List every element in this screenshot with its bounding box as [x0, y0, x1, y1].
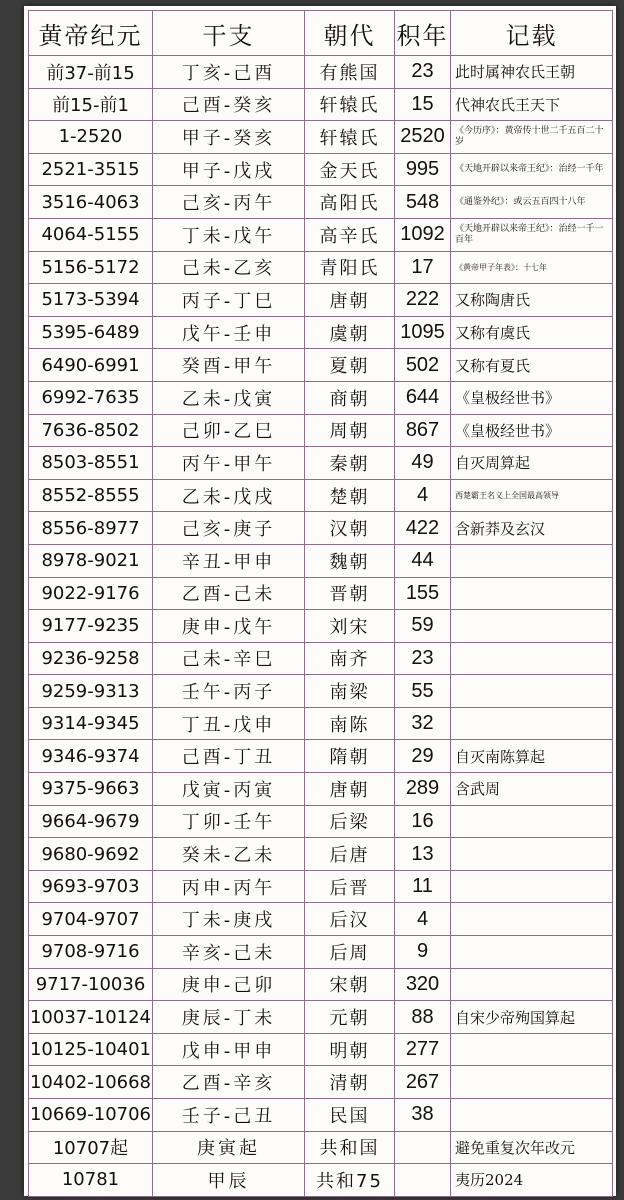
- era-cell: 9177-9235: [29, 610, 153, 643]
- dynasty-cell: 南齐: [305, 642, 395, 675]
- record-cell: [451, 707, 613, 740]
- record-cell: [451, 1033, 613, 1066]
- ganzhi-cell: 丁未-戊午: [153, 218, 305, 251]
- era-cell: 8556-8977: [29, 512, 153, 545]
- era-cell: 10402-10668: [29, 1066, 153, 1099]
- table-row: [29, 1033, 613, 1066]
- table-row: [29, 186, 613, 219]
- record-cell: 此时属神农氏王朝: [451, 56, 613, 89]
- dynasty-cell: 明朝: [305, 1033, 395, 1066]
- ganzhi-cell: 甲子-癸亥: [153, 121, 305, 154]
- dynasty-cell: 周朝: [305, 414, 395, 447]
- record-cell: 自灭周算起: [451, 447, 613, 480]
- era-cell: 9314-9345: [29, 707, 153, 740]
- ganzhi-cell: 己未-辛巳: [153, 642, 305, 675]
- table-row: [29, 1001, 613, 1034]
- table-row: [29, 1099, 613, 1132]
- record-cell: 又称有虞氏: [451, 316, 613, 349]
- years-cell: 23: [395, 642, 451, 675]
- dynasty-cell: 后唐: [305, 838, 395, 871]
- dynasty-cell: 金天氏: [305, 153, 395, 186]
- ganzhi-cell: 己亥-庚子: [153, 512, 305, 545]
- record-cell: [451, 577, 613, 610]
- record-cell: 《今历序》：黄帝传十世二千五百二十岁: [451, 121, 613, 154]
- dynasty-cell: 青阳氏: [305, 251, 395, 284]
- table-row: [29, 936, 613, 969]
- table-row: [29, 642, 613, 675]
- record-cell: 自灭南陈算起: [451, 740, 613, 773]
- table-row: [29, 414, 613, 447]
- ganzhi-cell: 癸酉-甲午: [153, 349, 305, 382]
- record-cell: 代神农氏王天下: [451, 88, 613, 121]
- years-cell: 29: [395, 740, 451, 773]
- era-cell: 10037-10124: [29, 1001, 153, 1034]
- ganzhi-cell: 壬子-己丑: [153, 1099, 305, 1132]
- ganzhi-cell: 癸未-乙未: [153, 838, 305, 871]
- record-cell: 自宋少帝殉国算起: [451, 1001, 613, 1034]
- table-row: [29, 577, 613, 610]
- dynasty-cell: 共和国: [305, 1131, 395, 1164]
- era-cell: 5156-5172: [29, 251, 153, 284]
- table-row: [29, 251, 613, 284]
- era-cell: 1-2520: [29, 121, 153, 154]
- era-cell: 前37-前15: [29, 56, 153, 89]
- table-row: [29, 381, 613, 414]
- dynasty-cell: 虞朝: [305, 316, 395, 349]
- years-cell: [395, 1131, 451, 1164]
- years-cell: 59: [395, 610, 451, 643]
- dynasty-cell: 后汉: [305, 903, 395, 936]
- years-cell: 267: [395, 1066, 451, 1099]
- era-cell: 10707起: [29, 1131, 153, 1164]
- years-cell: 38: [395, 1099, 451, 1132]
- record-cell: [451, 903, 613, 936]
- ganzhi-cell: 乙未-戊寅: [153, 381, 305, 414]
- dynasty-cell: 轩辕氏: [305, 121, 395, 154]
- ganzhi-cell: 甲辰: [153, 1164, 305, 1197]
- years-cell: 289: [395, 773, 451, 806]
- ganzhi-cell: 乙未-戊戌: [153, 479, 305, 512]
- record-cell: [451, 838, 613, 871]
- era-cell: 9680-9692: [29, 838, 153, 871]
- years-cell: 17: [395, 251, 451, 284]
- dynasty-cell: 汉朝: [305, 512, 395, 545]
- years-cell: 32: [395, 707, 451, 740]
- table-row: [29, 870, 613, 903]
- record-cell: 《皇极经世书》: [451, 414, 613, 447]
- years-cell: 277: [395, 1033, 451, 1066]
- era-cell: 8552-8555: [29, 479, 153, 512]
- record-cell: 《黄帝甲子年表》：十七年: [451, 251, 613, 284]
- years-cell: 11: [395, 870, 451, 903]
- years-cell: 16: [395, 805, 451, 838]
- dynasty-cell: 后周: [305, 936, 395, 969]
- ganzhi-cell: 乙酉-辛亥: [153, 1066, 305, 1099]
- era-cell: 5173-5394: [29, 284, 153, 317]
- years-cell: 4: [395, 903, 451, 936]
- years-cell: 644: [395, 381, 451, 414]
- years-cell: 320: [395, 968, 451, 1001]
- dynasty-cell: 元朝: [305, 1001, 395, 1034]
- record-cell: [451, 968, 613, 1001]
- ganzhi-cell: 戊午-壬申: [153, 316, 305, 349]
- years-cell: 2520: [395, 121, 451, 154]
- years-cell: 88: [395, 1001, 451, 1034]
- record-cell: 《天地开辟以来帝王纪》：治经一千一百年: [451, 218, 613, 251]
- years-cell: 49: [395, 447, 451, 480]
- table-row: [29, 1164, 613, 1197]
- ganzhi-cell: 丙申-丙午: [153, 870, 305, 903]
- years-cell: 502: [395, 349, 451, 382]
- table-row: [29, 316, 613, 349]
- table-row: [29, 544, 613, 577]
- table-row: [29, 1066, 613, 1099]
- era-cell: 9717-10036: [29, 968, 153, 1001]
- ganzhi-cell: 庚申-己卯: [153, 968, 305, 1001]
- years-cell: 155: [395, 577, 451, 610]
- record-cell: 含武周: [451, 773, 613, 806]
- dynasty-cell: 魏朝: [305, 544, 395, 577]
- table-row: [29, 610, 613, 643]
- record-cell: [451, 675, 613, 708]
- ganzhi-cell: 壬午-丙子: [153, 675, 305, 708]
- dynasty-cell: 晋朝: [305, 577, 395, 610]
- years-cell: 1095: [395, 316, 451, 349]
- record-cell: [451, 870, 613, 903]
- ganzhi-cell: 己酉-丁丑: [153, 740, 305, 773]
- table-row: [29, 773, 613, 806]
- dynasty-cell: 民国: [305, 1099, 395, 1132]
- header-row: [29, 11, 613, 56]
- era-cell: 9375-9663: [29, 773, 153, 806]
- ganzhi-cell: 丙子-丁巳: [153, 284, 305, 317]
- era-cell: 10669-10706: [29, 1099, 153, 1132]
- dynasty-cell: 轩辕氏: [305, 88, 395, 121]
- header-ganzhi: 干支: [153, 11, 305, 56]
- ganzhi-cell: 己酉-癸亥: [153, 88, 305, 121]
- table-row: [29, 838, 613, 871]
- record-cell: [451, 1066, 613, 1099]
- era-cell: 8978-9021: [29, 544, 153, 577]
- dynasty-cell: 秦朝: [305, 447, 395, 480]
- era-cell: 7636-8502: [29, 414, 153, 447]
- record-cell: 避免重复次年改元: [451, 1131, 613, 1164]
- era-cell: 9346-9374: [29, 740, 153, 773]
- years-cell: 13: [395, 838, 451, 871]
- dynasty-chronology-table: [28, 10, 613, 1197]
- record-cell: [451, 936, 613, 969]
- table-row: [29, 968, 613, 1001]
- dynasty-cell: 刘宋: [305, 610, 395, 643]
- years-cell: 15: [395, 88, 451, 121]
- table-row: [29, 740, 613, 773]
- dynasty-cell: 隋朝: [305, 740, 395, 773]
- table-body: [29, 56, 613, 1197]
- table-row: [29, 1131, 613, 1164]
- era-cell: 9693-9703: [29, 870, 153, 903]
- dynasty-cell: 高阳氏: [305, 186, 395, 219]
- ganzhi-cell: 甲子-戊戌: [153, 153, 305, 186]
- years-cell: 222: [395, 284, 451, 317]
- dynasty-cell: 唐朝: [305, 284, 395, 317]
- table-row: [29, 218, 613, 251]
- record-cell: 西楚霸王名义上全国最高领导: [451, 479, 613, 512]
- era-cell: 10781: [29, 1164, 153, 1197]
- dynasty-cell: 宋朝: [305, 968, 395, 1001]
- ganzhi-cell: 戊寅-丙寅: [153, 773, 305, 806]
- era-cell: 2521-3515: [29, 153, 153, 186]
- years-cell: 1092: [395, 218, 451, 251]
- dynasty-cell: 有熊国: [305, 56, 395, 89]
- years-cell: 422: [395, 512, 451, 545]
- table-row: [29, 805, 613, 838]
- table-row: [29, 675, 613, 708]
- era-cell: 10125-10401: [29, 1033, 153, 1066]
- record-cell: 含新莽及玄汉: [451, 512, 613, 545]
- ganzhi-cell: 庚寅起: [153, 1131, 305, 1164]
- years-cell: 44: [395, 544, 451, 577]
- ganzhi-cell: 庚申-戊午: [153, 610, 305, 643]
- era-cell: 前15-前1: [29, 88, 153, 121]
- dynasty-cell: 共和75: [305, 1164, 395, 1197]
- dynasty-cell: 后梁: [305, 805, 395, 838]
- record-cell: [451, 1099, 613, 1132]
- ganzhi-cell: 庚辰-丁未: [153, 1001, 305, 1034]
- table-row: [29, 512, 613, 545]
- table-row: [29, 153, 613, 186]
- era-cell: 6490-6991: [29, 349, 153, 382]
- era-cell: 8503-8551: [29, 447, 153, 480]
- header-dynasty: 朝代: [305, 11, 395, 56]
- years-cell: 9: [395, 936, 451, 969]
- ganzhi-cell: 丁丑-戊申: [153, 707, 305, 740]
- ganzhi-cell: 己卯-乙巳: [153, 414, 305, 447]
- dynasty-cell: 唐朝: [305, 773, 395, 806]
- table-row: [29, 447, 613, 480]
- dynasty-cell: 南梁: [305, 675, 395, 708]
- years-cell: [395, 1164, 451, 1197]
- table-row: [29, 903, 613, 936]
- ganzhi-cell: 戊申-甲申: [153, 1033, 305, 1066]
- ganzhi-cell: 丁亥-己酉: [153, 56, 305, 89]
- era-cell: 9704-9707: [29, 903, 153, 936]
- dynasty-cell: 南陈: [305, 707, 395, 740]
- era-cell: 5395-6489: [29, 316, 153, 349]
- dynasty-cell: 高辛氏: [305, 218, 395, 251]
- era-cell: 9259-9313: [29, 675, 153, 708]
- table-row: [29, 707, 613, 740]
- record-cell: 《通鉴外纪》：或云五百四十八年: [451, 186, 613, 219]
- era-cell: 9664-9679: [29, 805, 153, 838]
- dynasty-cell: 商朝: [305, 381, 395, 414]
- era-cell: 4064-5155: [29, 218, 153, 251]
- era-cell: 9708-9716: [29, 936, 153, 969]
- dynasty-table-sheet: [24, 6, 616, 1196]
- ganzhi-cell: 己亥-丙午: [153, 186, 305, 219]
- ganzhi-cell: 丁卯-壬午: [153, 805, 305, 838]
- record-cell: [451, 610, 613, 643]
- years-cell: 548: [395, 186, 451, 219]
- record-cell: 又称陶唐氏: [451, 284, 613, 317]
- record-cell: 《皇极经世书》: [451, 381, 613, 414]
- era-cell: 9236-9258: [29, 642, 153, 675]
- years-cell: 55: [395, 675, 451, 708]
- record-cell: 《天地开辟以来帝王纪》：治经一千年: [451, 153, 613, 186]
- ganzhi-cell: 丙午-甲午: [153, 447, 305, 480]
- era-cell: 3516-4063: [29, 186, 153, 219]
- era-cell: 6992-7635: [29, 381, 153, 414]
- ganzhi-cell: 乙酉-己未: [153, 577, 305, 610]
- era-cell: 9022-9176: [29, 577, 153, 610]
- ganzhi-cell: 辛丑-甲申: [153, 544, 305, 577]
- table-row: [29, 88, 613, 121]
- table-row: [29, 121, 613, 154]
- years-cell: 4: [395, 479, 451, 512]
- dynasty-cell: 清朝: [305, 1066, 395, 1099]
- table-row: [29, 349, 613, 382]
- header-records: 记载: [451, 11, 613, 56]
- ganzhi-cell: 辛亥-己未: [153, 936, 305, 969]
- years-cell: 867: [395, 414, 451, 447]
- years-cell: 23: [395, 56, 451, 89]
- table-row: [29, 479, 613, 512]
- dynasty-cell: 后晋: [305, 870, 395, 903]
- dynasty-cell: 夏朝: [305, 349, 395, 382]
- table-row: [29, 56, 613, 89]
- years-cell: 995: [395, 153, 451, 186]
- header-huangdi-era: 黄帝纪元: [29, 11, 153, 56]
- header-years: 积年: [395, 11, 451, 56]
- ganzhi-cell: 己未-乙亥: [153, 251, 305, 284]
- record-cell: 又称有夏氏: [451, 349, 613, 382]
- record-cell: 夷历2024: [451, 1164, 613, 1197]
- dynasty-cell: 楚朝: [305, 479, 395, 512]
- ganzhi-cell: 丁未-庚戌: [153, 903, 305, 936]
- record-cell: [451, 544, 613, 577]
- record-cell: [451, 805, 613, 838]
- record-cell: [451, 642, 613, 675]
- table-row: [29, 284, 613, 317]
